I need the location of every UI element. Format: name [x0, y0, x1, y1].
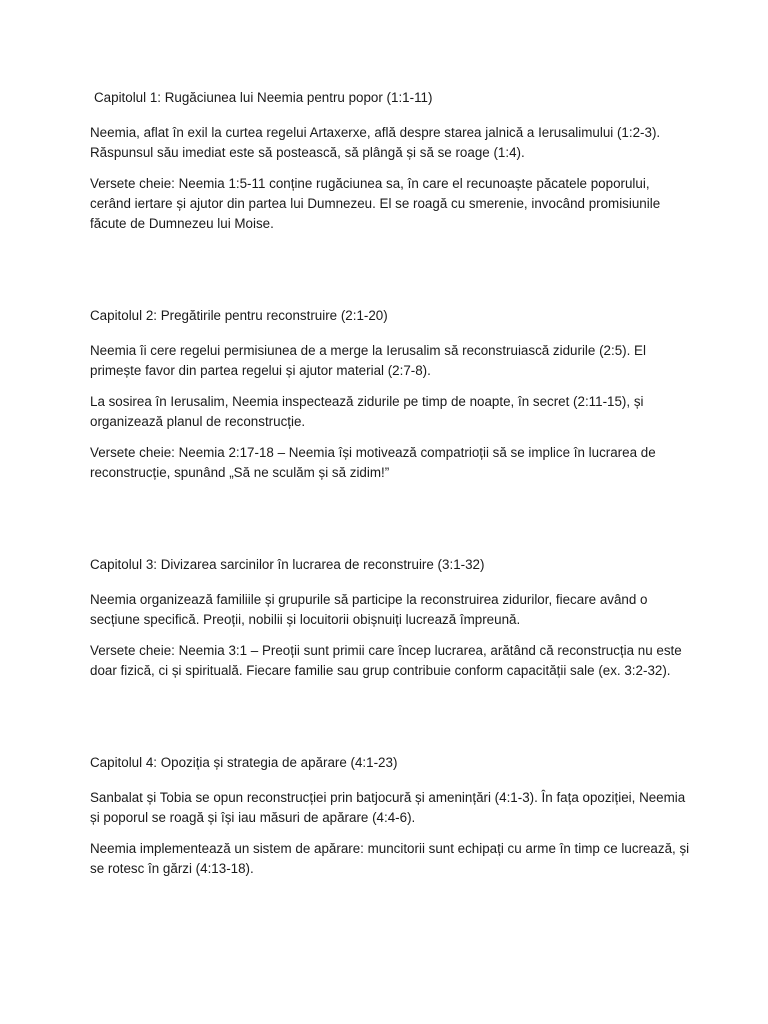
chapter-4-heading: Capitolul 4: Opoziția și strategia de apărare (4:1-23) — [90, 755, 398, 770]
chapter-2-paragraph-2: La sosirea în Ierusalim, Neemia inspectează zidurile pe timp de noapte, în secret (2:11-15), și organizează planul de reconstrucție. — [90, 394, 644, 429]
chapter-2-section — [90, 306, 690, 483]
chapter-4-section — [90, 753, 690, 879]
chapter-1-paragraph-1: Neemia, aflat în exil la curtea regelui Artaxerxe, află despre starea jalnică a Ierusalimului (1:2-3). Răspunsul său imediat este să postească, să plângă și să se roage (1:4). — [90, 125, 661, 160]
chapter-1-paragraph-2: Versete cheie: Neemia 1:5-11 conține rugăciunea sa, în care el recunoaște păcatele poporului, cerând iertare și ajutor din partea lui Dumnezeu. El se roagă cu smerenie, invocând promisiunile făcute de Dumnezeu lui Moise. — [90, 176, 661, 231]
chapter-1-section — [90, 88, 690, 234]
chapter-2-paragraph-1: Neemia îi cere regelui permisiunea de a merge la Ierusalim să reconstruiască zidurile (2:5). El primește favor din partea regelui și ajutor material (2:7-8). — [90, 343, 646, 378]
chapter-2-paragraph-3: Versete cheie: Neemia 2:17-18 – Neemia își motivează compatrioții să se implice în lucrarea de reconstrucție, spunând „Să ne sculăm și să zidim!” — [90, 445, 656, 480]
chapter-3-paragraph-2: Versete cheie: Neemia 3:1 – Preoții sunt primii care încep lucrarea, arătând că reconstrucția nu este doar fizică, ci și spirituală. Fiecare familie sau grup contribuie conform capacității sale (ex. 3:2-32). — [90, 643, 682, 678]
chapter-1-heading: Capitolul 1: Rugăciunea lui Neemia pentru popor (1:1-11) — [94, 90, 433, 105]
document-body — [90, 88, 690, 879]
chapter-3-heading: Capitolul 3: Divizarea sarcinilor în lucrarea de reconstruire (3:1-32) — [90, 557, 485, 572]
chapter-4-paragraph-2: Neemia implementează un sistem de apărare: muncitorii sunt echipați cu arme în timp ce lucrează, și se rotesc în gărzi (4:13-18). — [90, 841, 690, 876]
chapter-4-paragraph-1: Sanbalat și Tobia se opun reconstrucției prin batjocură și amenințări (4:1-3). În fața opoziției, Neemia și poporul se roagă și își iau măsuri de apărare (4:4-6). — [90, 790, 686, 825]
chapter-3-paragraph-1: Neemia organizează familiile și grupurile să participe la reconstruirea zidurilor, fiecare având o secțiune specifică. Preoții, nobilii și locuitorii obișnuiți lucrează împreună. — [90, 592, 648, 627]
chapter-3-section — [90, 555, 690, 681]
chapter-2-heading: Capitolul 2: Pregătirile pentru reconstruire (2:1-20) — [90, 308, 388, 323]
